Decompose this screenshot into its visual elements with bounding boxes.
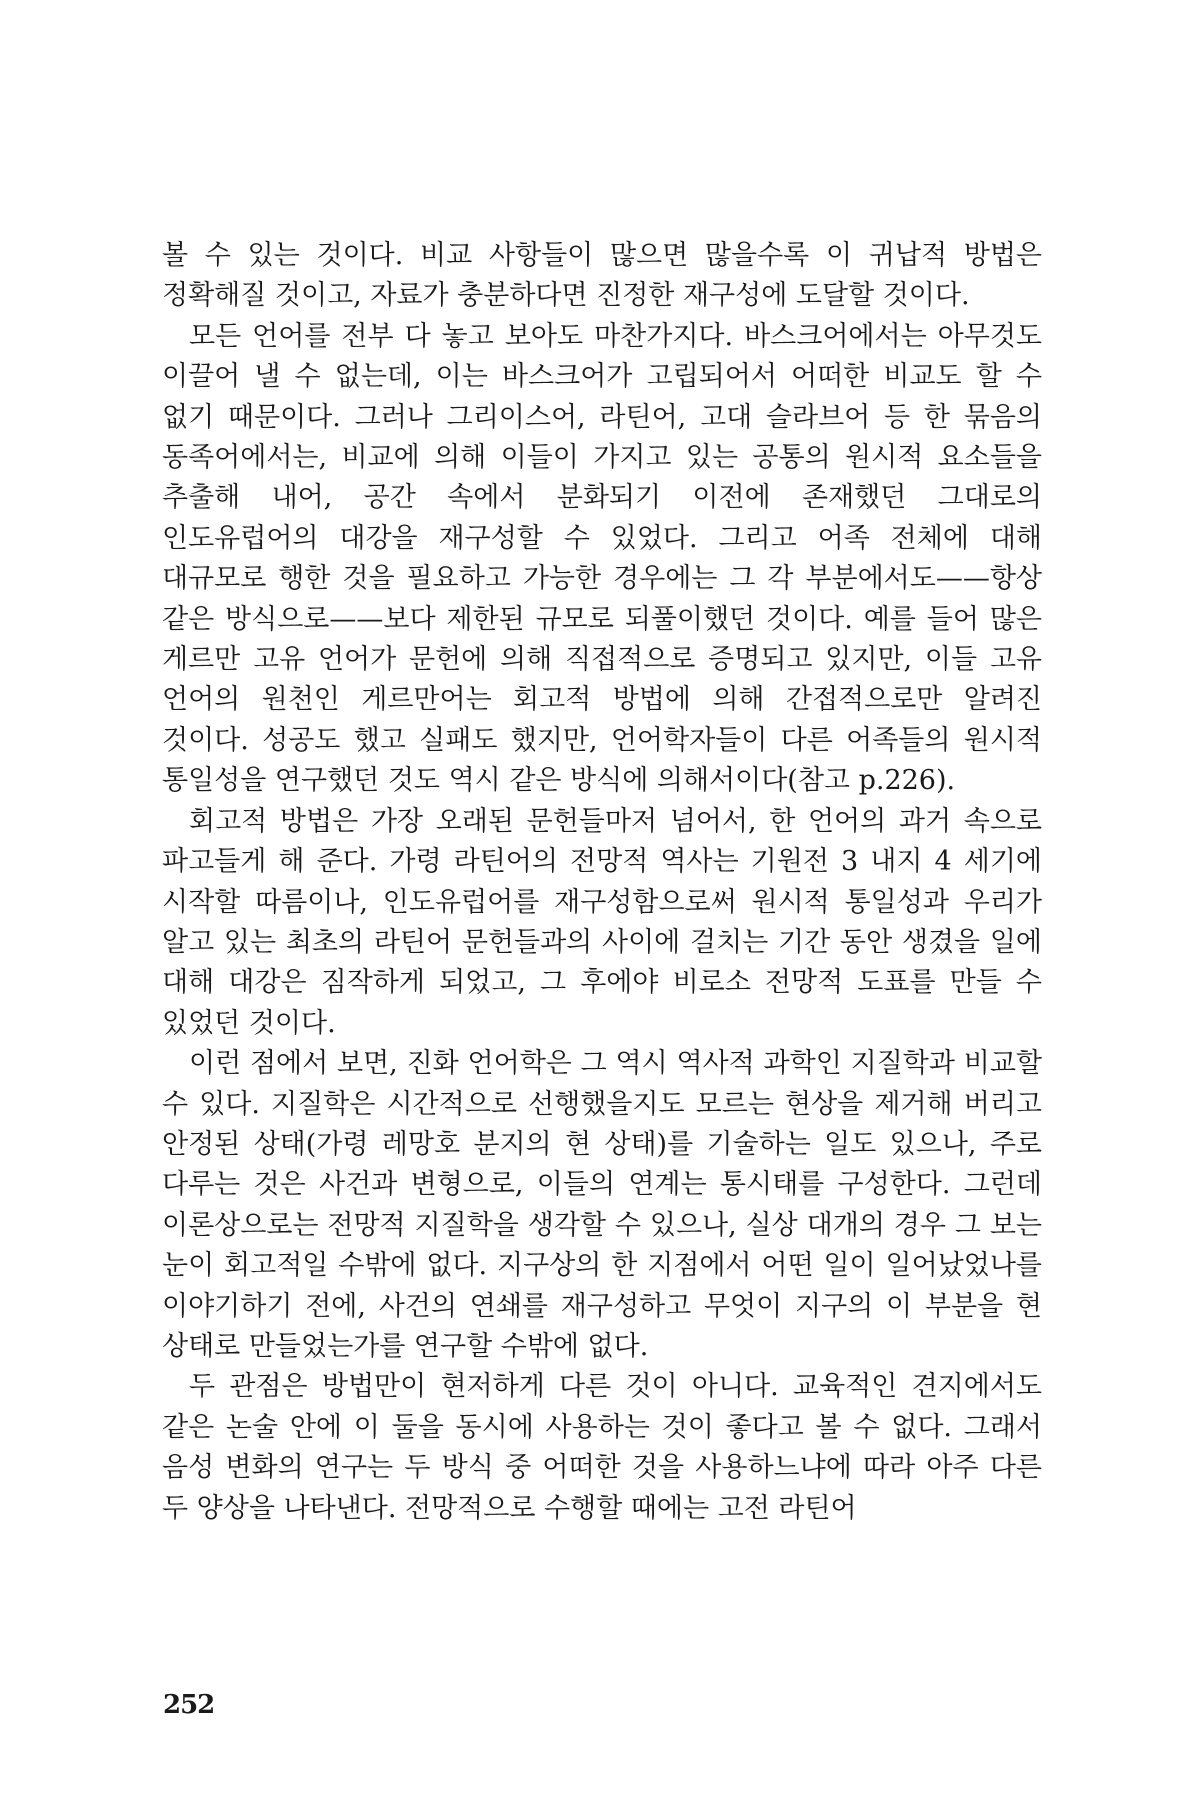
paragraph-5: 두 관점은 방법만이 현저하게 다른 것이 아니다. 교육적인 견지에서도 같은 논술 안에 이 둘을 동시에 사용하는 것이 좋다고 볼 수 없다. 그래서 음성 변화의 연구는 두 방식 중 어떠한 것을 사용하느냐에 따라 아주 다른 두 양상을 나타낸다. 전망적으로 수행할 때에는 고전 라틴어 bbox=[162, 1371, 1042, 1524]
paragraph-3: 회고적 방법은 가장 오래된 문헌들마저 넘어서, 한 언어의 과거 속으로 파고들게 해 준다. 가령 라틴어의 전망적 역사는 기원전 3 내지 4 세기에 시작할 따름이나, 인도유럽어를 재구성함으로써 원시적 통일성과 우리가 알고 있는 최초의 라틴어 문헌들과의 사이에 걸치는 기간 동안 생겼을 일에 대해 대강은 짐작하게 되었고, 그 후에야 비로소 전망적 도표를 만들 수 있었던 것이다. bbox=[162, 805, 1042, 1039]
body-text bbox=[162, 236, 1042, 1529]
paragraph-2: 모든 언어를 전부 다 놓고 보아도 마찬가지다. 바스크어에서는 아무것도 이끌어 낼 수 없는데, 이는 바스크어가 고립되어서 어떠한 비교도 할 수 없기 때문이다. 그러나 그리이스어, 라틴어, 고대 슬라브어 등 한 묶음의 동족어에서는, 비교에 의해 이들이 가지고 있는 공통의 원시적 요소들을 추출해 내어, 공간 속에서 분화되기 이전에 존재했던 그대로의 인도유럽어의 대강을 재구성할 수 있었다. 그리고 어족 전체에 대해 대규모로 행한 것을 필요하고 가능한 경우에는 그 각 부분에서도——항상 같은 방식으로——보다 제한된 규모로 되풀이했던 것이다. 예를 들어 많은 게르만 고유 언어가 문헌에 의해 직접적으로 증명되고 있지만, 이들 고유 언어의 원천인 게르만어는 회고적 방법에 의해 간접적으로만 알려진 것이다. 성공도 했고 실패도 했지만, 언어학자들이 다른 어족들의 원시적 통일성을 연구했던 것도 역시 같은 방식에 의해서이다(참고 p.226). bbox=[162, 320, 1042, 797]
paragraph-4: 이런 점에서 보면, 진화 언어학은 그 역시 역사적 과학인 지질학과 비교할 수 있다. 지질학은 시간적으로 선행했을지도 모르는 현상을 제거해 버리고 안정된 상태(가령 레망호 분지의 현 상태)를 기술하는 일도 있으나, 주로 다루는 것은 사건과 변형으로, 이들의 연계는 통시태를 구성한다. 그런데 이론상으로는 전망적 지질학을 생각할 수 있으나, 실상 대개의 경우 그 보는 눈이 회고적일 수밖에 없다. 지구상의 한 지점에서 어떤 일이 일어났었나를 이야기하기 전에, 사건의 연쇄를 재구성하고 무엇이 지구의 이 부분을 현 상태로 만들었는가를 연구할 수밖에 없다. bbox=[162, 1048, 1042, 1362]
paragraph-1: 볼 수 있는 것이다. 비교 사항들이 많으면 많을수록 이 귀납적 방법은 정확해질 것이고, 자료가 충분하다면 진정한 재구성에 도달할 것이다. bbox=[162, 240, 1042, 312]
page-number: 252 bbox=[163, 1690, 215, 1720]
